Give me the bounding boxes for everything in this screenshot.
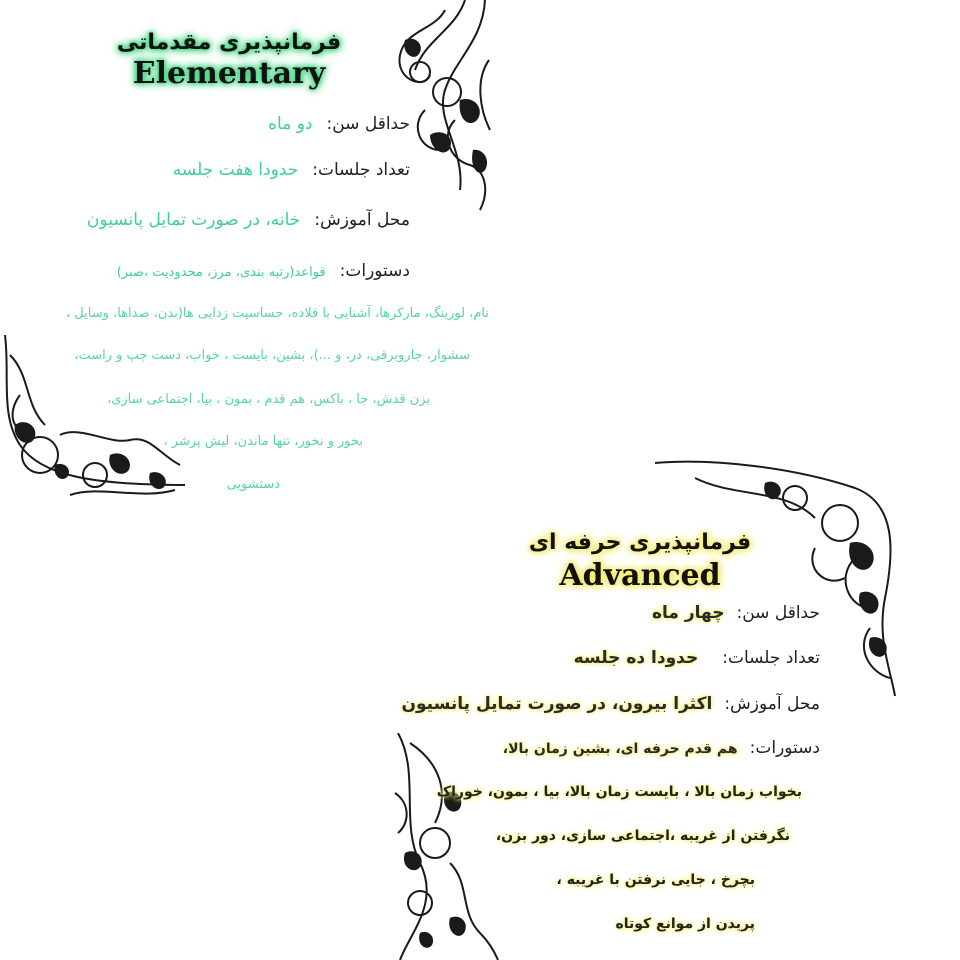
commands-label: دستورات: [749,738,820,758]
sessions-value: حدودا ده جلسه [573,648,699,668]
command-line: بزن قدش، جا ، باکس، هم قدم ، بمون ، بیا، اجتماعی سازی، [107,392,430,407]
command-line: پریدن از موانع کوتاه [615,916,755,932]
commands-first-value: هم قدم حرفه ای، بشین زمان بالا، [502,741,738,757]
command-line: نگرفتن از غریبه ،اجتماعی سازی، دور بزن، [495,828,790,844]
sessions-row [574,648,820,668]
commands-row [503,738,820,758]
sessions-label: تعداد جلسات: [312,160,410,180]
location-value: خانه، در صورت تمایل پانسیون [86,210,301,230]
elementary-panel [0,0,495,505]
sessions-row [173,160,410,180]
location-label: محل آموزش: [724,694,820,714]
min-age-value: چهار ماه [652,603,725,623]
advanced-panel [390,458,900,960]
location-row [402,694,821,714]
title-english: Elementary [132,56,326,91]
title-persian: فرمانپذیری مقدماتی [116,30,342,55]
location-value: اکثرا بیرون، در صورت تمایل پانسیون [401,694,713,714]
command-line: بچرخ ، جایی نرفتن با غریبه ، [556,872,755,888]
corner-flourish-ornament [385,0,495,215]
min-age-label: حداقل سن: [736,603,820,623]
commands-row [117,261,410,281]
title-persian: فرمانپذیری حرفه ای [528,530,752,555]
corner-flourish-ornament [390,733,500,960]
commands-rules-value: قواعد(رتبه بندی، مرز، محدودیت ،صبر) [116,265,326,280]
command-line: بخواب زمان بالا ، بایست زمان بالا، بیا ، بمون، خوراک [436,784,802,800]
commands-label: دستورات: [339,261,410,281]
command-line: دستشویی [226,477,280,492]
min-age-value: دو ماه [268,114,313,134]
command-line: سشوار، جاروبرقی، در، و ...)، بشین، بایست ، خواب، دست چپ و راست، [74,348,470,363]
command-line: نام، لورینگ، مارکرها، آشنایی با قلاده، حساسیت زدایی ها(بدن، صداها، وسایل ، [65,306,489,321]
min-age-label: حداقل سن: [326,114,410,134]
location-row [87,210,410,230]
location-label: محل آموزش: [314,210,410,230]
sessions-value: حدودا هفت جلسه [172,160,299,180]
min-age-row [268,114,410,134]
command-line: بخور و نخور، تنها ماندن، لیش پرشر ، [163,434,363,449]
sessions-label: تعداد جلسات: [722,648,820,668]
title-english: Advanced [559,558,721,593]
min-age-row [652,603,820,623]
